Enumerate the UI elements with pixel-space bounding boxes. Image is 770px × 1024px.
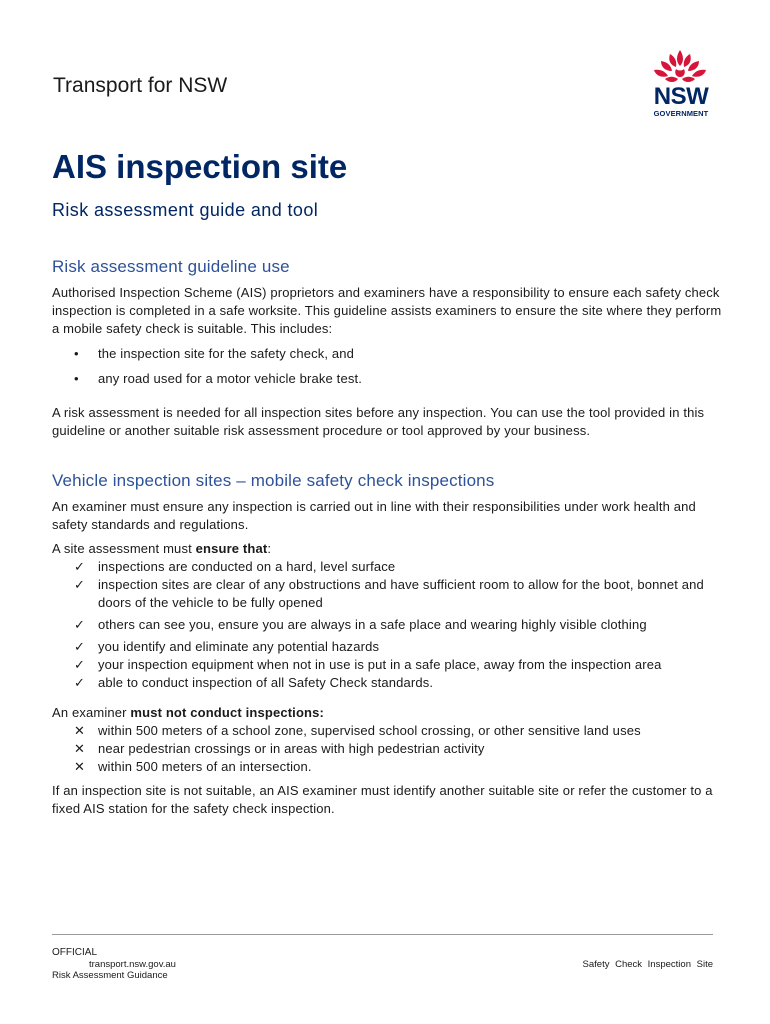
page-title: AIS inspection site [52,148,348,185]
checkmark-icon: ✓ [74,675,86,690]
paragraph-ensure: A site assessment must ensure that: [52,541,272,556]
brand-title: Transport for NSW [53,74,228,97]
cross-icon: ✕ [74,723,86,738]
footer-classification: OFFICIAL [52,947,98,958]
paragraph: A risk assessment is needed for all inspection sites before any inspection. You can use the tool provided in this guideline or another suitable risk assessment procedure or tool approved by your business. [52,405,705,438]
section-vehicle-inspection-sites [52,470,722,818]
list-item: ✕ within 500 meters of an intersection. [74,759,312,774]
main-content [52,256,722,818]
paragraph: Authorised Inspection Scheme (AIS) proprietors and examiners have a responsibility to ensure each safety check inspection is completed in a safe worksite. This guideline assists examiners to ensure the site where they perform a mobile safety check is suitable. This includes: [52,285,722,336]
paragraph-must-not: An examiner must not conduct inspections: [52,705,324,720]
bullet-list [52,345,722,388]
footer-document-name: Risk Assessment Guidance [52,970,168,981]
footer-page-title: Safety Check Inspection Site [582,959,713,970]
section-heading-guideline-use: Risk assessment guideline use [52,257,290,276]
checkmark-icon: ✓ [74,559,86,574]
logo-nsw-text: NSW [653,83,709,110]
bullet-icon: • [74,371,79,386]
bullet-icon: • [74,346,79,361]
paragraph: If an inspection site is not suitable, an AIS examiner must identify another suitable site or refer the customer to a fixed AIS station for the safety check inspection. [52,783,713,816]
nsw-government-logo [643,49,717,121]
checklist [52,558,722,692]
checkmark-icon: ✓ [74,617,86,632]
list-item: ✓ inspections are conducted on a hard, level surface [74,559,396,574]
list-item: ✓ you identify and eliminate any potential hazards [74,639,380,654]
page-subtitle: Risk assessment guide and tool [52,200,319,220]
list-item: • the inspection site for the safety check, and [74,346,355,361]
list-item: ✕ near pedestrian crossings or in areas with high pedestrian activity [74,741,485,756]
list-item: • any road used for a motor vehicle brake test. [74,371,362,386]
checkmark-icon: ✓ [74,639,86,654]
cross-list [52,722,722,776]
cross-icon: ✕ [74,759,86,774]
section-heading-vehicle-inspection-sites: Vehicle inspection sites – mobile safety check inspections [52,471,495,490]
list-item: ✓ inspection sites are clear of any obstructions and have sufficient room to allow for the boot, bonnet and doors of the vehicle to be fully opened [74,577,704,610]
checkmark-icon: ✓ [74,577,86,592]
footer-url: transport.nsw.gov.au [89,959,176,970]
checkmark-icon: ✓ [74,657,86,672]
list-item: ✕ within 500 meters of a school zone, supervised school crossing, or other sensitive land uses [74,723,641,738]
list-item: ✓ others can see you, ensure you are always in a safe place and wearing highly visible clothing [74,617,647,632]
paragraph: An examiner must ensure any inspection is carried out in line with their responsibilities under work health and safety standards and regulations. [52,499,696,532]
page-footer [52,934,713,981]
list-item: ✓ your inspection equipment when not in use is put in a safe place, away from the inspection area [74,657,662,672]
list-item: ✓ able to conduct inspection of all Safety Check standards. [74,675,434,690]
cross-icon: ✕ [74,741,86,756]
waratah-icon [643,49,717,87]
logo-government-text: GOVERNMENT [653,109,709,118]
